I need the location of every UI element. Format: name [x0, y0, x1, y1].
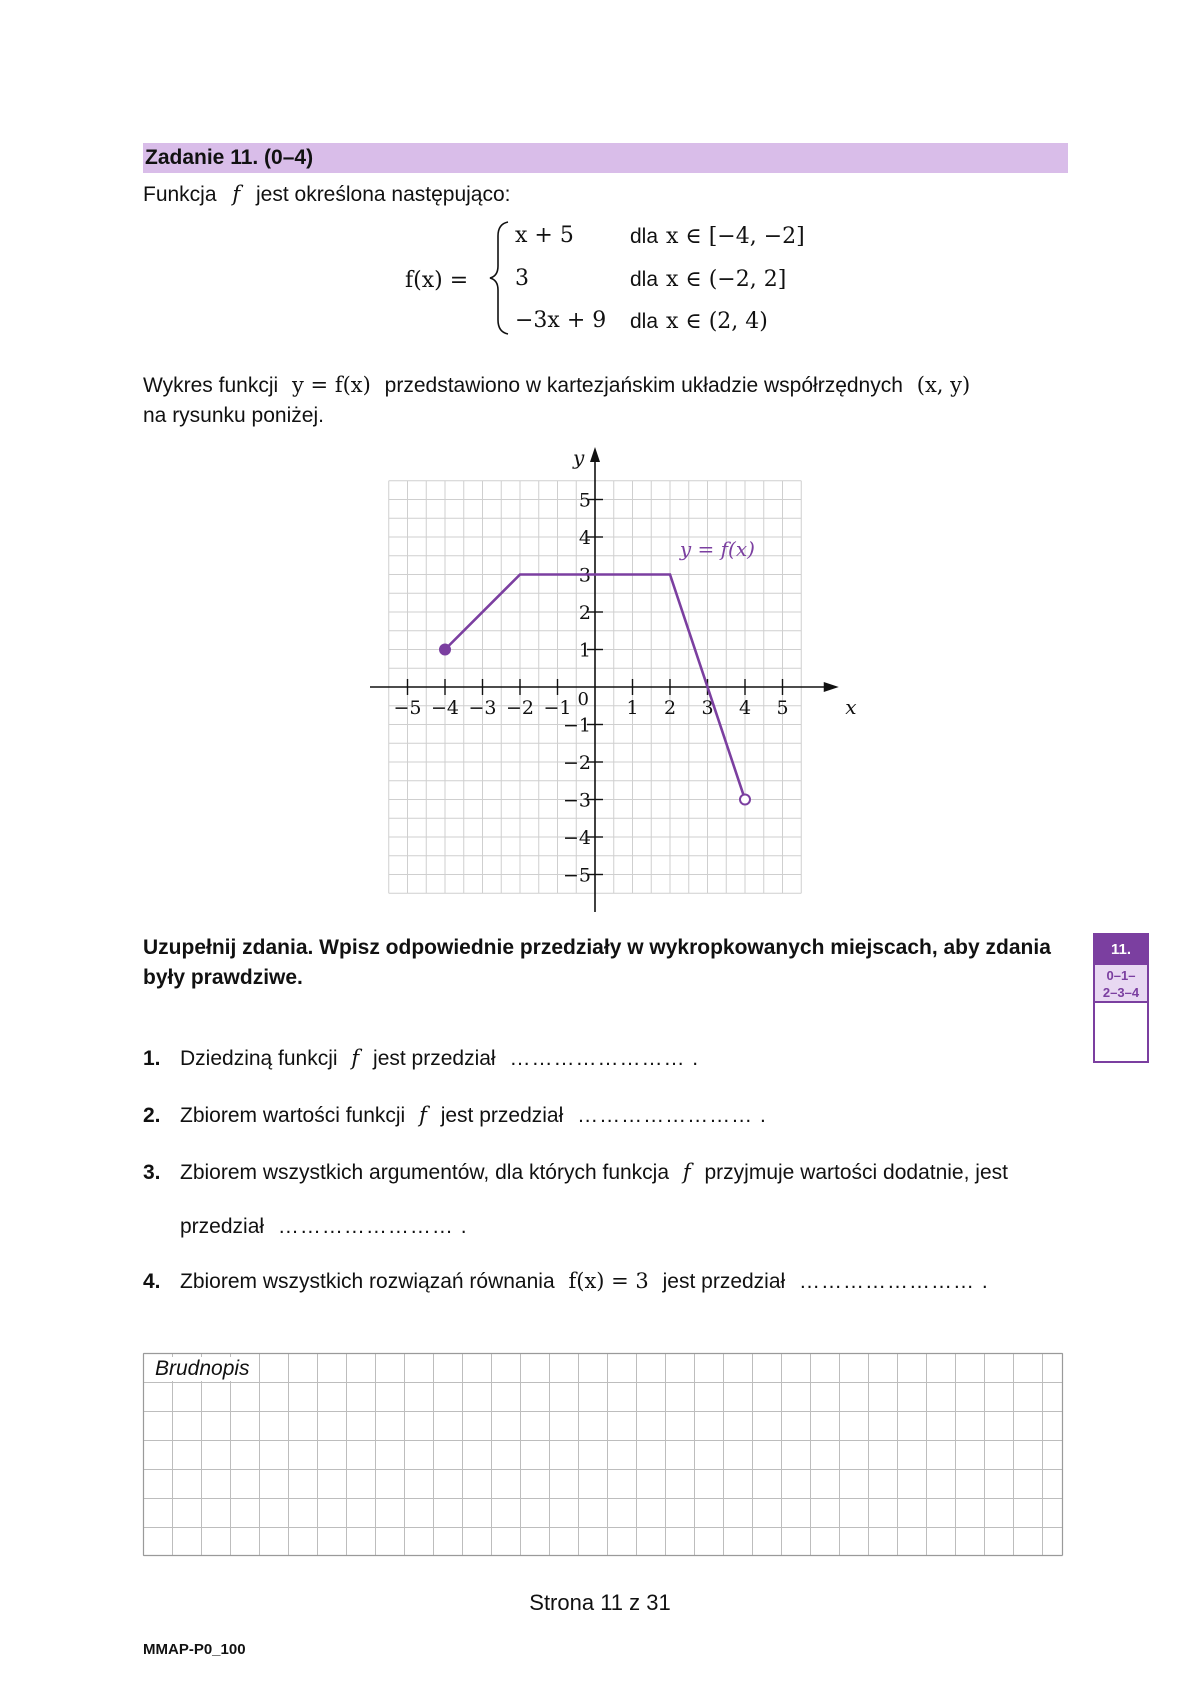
draft-grid	[143, 1353, 1063, 1556]
y-tick-label: 3	[578, 564, 591, 587]
row-expression: 3	[515, 266, 529, 291]
piecewise-row-2	[515, 266, 835, 296]
x-tick-label: −3	[468, 697, 497, 719]
y-tick-label: −4	[562, 827, 591, 849]
draft-label: Brudnopis	[155, 1357, 254, 1381]
piecewise-row-1	[515, 223, 835, 253]
row-expression: x + 5	[515, 223, 574, 248]
y-tick-label: 5	[578, 489, 591, 512]
x-tick-label: 5	[776, 697, 789, 719]
x-tick-label: −1	[543, 697, 572, 719]
function-graph	[370, 440, 857, 905]
page-number: Strona 11 z 31	[529, 1590, 671, 1615]
row-condition: dla x ∈ (2, 4)	[630, 309, 768, 334]
item-2: 2. Zbiorem wartości funkcji f jest przedział …………………… .	[143, 1103, 767, 1127]
graph-description-line-1: Wykres funkcji y = f(x) przedstawiono w kartezjańskim układzie współrzędnych (x, y)	[143, 373, 971, 397]
series-label: y = f(x)	[679, 536, 755, 561]
x-tick-label: −4	[430, 697, 460, 719]
function-symbol: f	[232, 182, 241, 206]
score-task-number: 11.	[1095, 935, 1147, 965]
x-tick-label: 4	[738, 697, 752, 719]
draft-area[interactable]	[143, 1353, 1063, 1556]
piecewise-lhs: f(x) =	[405, 268, 469, 293]
item-1: 1. Dziedziną funkcji f jest przedział …………………… .	[143, 1046, 700, 1070]
y-tick-label: 2	[578, 602, 591, 624]
item-3: 3. Zbiorem wszystkich argumentów, dla których funkcja f przyjmuje wartości dodatnie, jest	[143, 1160, 1008, 1184]
origin-label: 0	[577, 689, 589, 710]
task-title: Zadanie 11. (0–4)	[143, 143, 1068, 173]
curly-brace	[488, 220, 512, 336]
y-tick-label: −3	[562, 789, 591, 812]
instruction-text: Uzupełnij zdania. Wpisz odpowiednie przedziały w wykropkowanych miejscach, aby zdania były prawdziwe.	[143, 936, 1051, 989]
y-tick-label: −2	[562, 752, 591, 774]
piecewise-definition	[405, 218, 825, 348]
item-4: 4. Zbiorem wszystkich rozwiązań równania f(x) = 3 jest przedział …………………… .	[143, 1269, 989, 1293]
intro-text: jest określona następująco:	[256, 183, 511, 206]
intro-line	[143, 180, 511, 209]
item-3-continuation: przedział …………………… .	[180, 1215, 468, 1238]
coords-symbol: (x, y)	[916, 373, 971, 397]
answer-blank[interactable]: …………………… .	[577, 1104, 767, 1127]
score-box	[1093, 933, 1149, 1063]
y-tick-label: 1	[578, 639, 591, 662]
score-points: 0–1– 2–3–4	[1095, 965, 1147, 1003]
answer-blank[interactable]: …………………… .	[799, 1270, 989, 1293]
document-code: MMAP-P0_100	[143, 1641, 246, 1658]
y-tick-label: −5	[562, 864, 591, 887]
open-endpoint	[740, 795, 750, 805]
row-condition: dla x ∈ [−4, −2]	[630, 224, 805, 249]
piecewise-row-3	[515, 308, 835, 338]
x-tick-label: 1	[626, 697, 639, 719]
y-tick-label: 4	[578, 527, 591, 549]
x-axis-label: x	[845, 695, 857, 719]
answer-blank[interactable]: …………………… .	[509, 1047, 700, 1070]
answer-blank[interactable]: …………………… .	[277, 1215, 468, 1238]
intro-prefix: Funkcja	[143, 183, 217, 206]
y-axis-label: y	[573, 445, 585, 470]
closed-endpoint	[440, 645, 450, 655]
x-tick-label: 2	[663, 697, 677, 719]
graph-description-line-2: na rysunku poniżej.	[143, 404, 324, 427]
row-expression: −3x + 9	[515, 308, 607, 333]
x-axis-arrow	[824, 682, 839, 692]
x-tick-label: 3	[701, 697, 714, 719]
x-tick-label: −2	[505, 697, 535, 719]
x-tick-label: −5	[393, 697, 422, 719]
y-tick-label: −1	[562, 714, 591, 737]
y-axis-arrow	[590, 447, 600, 462]
graph-equation: y = f(x)	[292, 373, 371, 397]
row-condition: dla x ∈ (−2, 2]	[630, 267, 787, 292]
